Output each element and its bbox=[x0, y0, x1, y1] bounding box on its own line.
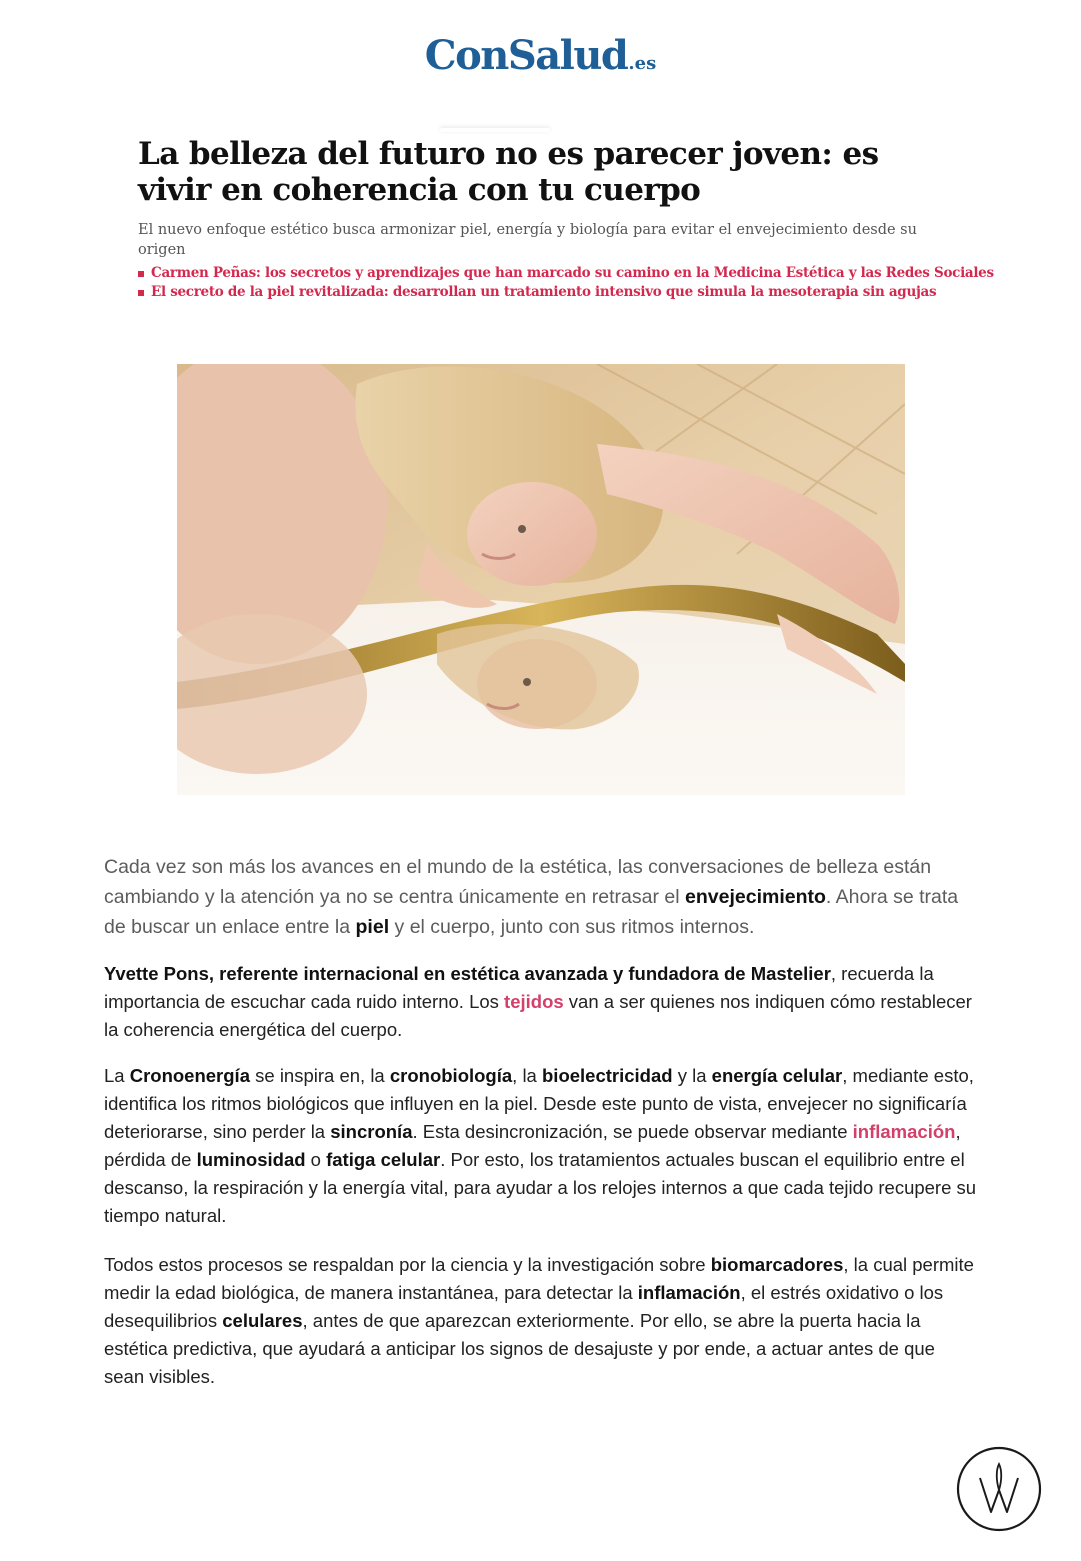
emphasis-text: luminosidad bbox=[196, 1149, 306, 1170]
article-hero-image bbox=[177, 364, 905, 795]
emphasis-text: biomarcadores bbox=[710, 1254, 844, 1275]
emphasis-text: fatiga celular bbox=[326, 1149, 441, 1170]
emphasis-text: energía celular bbox=[711, 1065, 843, 1086]
related-link-label: El secreto de la piel revitalizada: desarrollan un tratamiento intensivo que simula la mesoterapia sin agujas bbox=[151, 284, 937, 300]
paragraph-text: y la bbox=[672, 1065, 712, 1086]
related-link[interactable] bbox=[138, 283, 978, 302]
paragraph-text: , el estrés oxidativo o los desequilibrios bbox=[104, 1282, 944, 1331]
emphasis-text: envejecimiento bbox=[685, 886, 826, 908]
paragraph-text: o bbox=[305, 1149, 327, 1170]
article-paragraph bbox=[104, 1251, 979, 1391]
w-monogram-icon bbox=[956, 1446, 1042, 1532]
logo-wordmark: ConSalud bbox=[424, 32, 628, 79]
article-paragraph bbox=[104, 1062, 979, 1230]
paragraph-text: . Por esto, los tratamientos actuales buscan el equilibrio entre el descanso, la respiración y la energía vital, para ayudar a los relojes internos a que cada tejido recupere su tiempo natural. bbox=[104, 1149, 977, 1226]
paragraph-text: , recuerda la importancia de escuchar cada ruido interno. Los bbox=[104, 963, 934, 1012]
site-logo[interactable] bbox=[0, 32, 1081, 79]
article-paragraph bbox=[104, 960, 979, 1044]
inline-link-tejidos[interactable]: tejidos bbox=[504, 991, 564, 1012]
logo-domain: .es bbox=[628, 53, 657, 74]
related-link[interactable] bbox=[138, 264, 994, 283]
article-subtitle: El nuevo enfoque estético busca armonizar piel, energía y biología para evitar el envejecimiento desde su origen bbox=[138, 222, 917, 258]
paragraph-text: y el cuerpo, junto con sus ritmos internos. bbox=[389, 916, 755, 938]
paragraph-text: Todos estos procesos se respaldan por la ciencia y la investigación sobre bbox=[104, 1254, 711, 1275]
related-link-label: Carmen Peñas: los secretos y aprendizajes que han marcado su camino en la Medicina Estética y las Redes Sociales bbox=[151, 265, 994, 281]
square-bullet-icon bbox=[138, 290, 144, 296]
emphasis-text: cronobiología bbox=[389, 1065, 513, 1086]
paragraph-text: . Ahora se trata de buscar un enlace entre la bbox=[104, 886, 959, 938]
emphasis-text: piel bbox=[355, 916, 390, 938]
divider bbox=[440, 128, 550, 132]
paragraph-text: Cada vez son más los avances en el mundo de la estética, las conversaciones de belleza están cambiando y la atención ya no se centra únicamente en retrasar el bbox=[104, 856, 932, 908]
paragraph-text: La bbox=[104, 1065, 130, 1086]
emphasis-text: Cronoenergía bbox=[129, 1065, 250, 1086]
paragraph-text: , la cual permite medir la edad biológica, de manera instantánea, para detectar la bbox=[104, 1254, 974, 1303]
emphasis-text: sincronía bbox=[330, 1121, 413, 1142]
inline-link-inflamacion[interactable]: inflamación bbox=[852, 1121, 956, 1142]
related-links-list bbox=[138, 264, 994, 302]
article-paragraph bbox=[104, 852, 984, 942]
paragraph-text: , pérdida de bbox=[104, 1121, 961, 1170]
paragraph-text: van a ser quienes nos indiquen cómo restablecer la coherencia energética del cuerpo. bbox=[104, 991, 972, 1040]
paragraph-text: , la bbox=[512, 1065, 542, 1086]
paragraph-text: , antes de que aparezcan exteriormente. Por ello, se abre la puerta hacia la estética predictiva, que ayudará a anticipar los signos de desajuste y por ende, a actuar antes de que sean visibles. bbox=[104, 1310, 935, 1387]
emphasis-text: celulares bbox=[222, 1310, 303, 1331]
square-bullet-icon bbox=[138, 271, 144, 277]
article-headline: La belleza del futuro no es parecer joven: es vivir en coherencia con tu cuerpo bbox=[138, 136, 879, 208]
emphasis-text: inflamación bbox=[637, 1282, 741, 1303]
emphasis-text: Yvette Pons, referente internacional en estética avanzada y fundadora de Mastelier bbox=[104, 963, 831, 984]
emphasis-text: bioelectricidad bbox=[542, 1065, 673, 1086]
paragraph-text: , mediante esto, identifica los ritmos biológicos que influyen en la piel. Desde este punto de vista, envejecer no significaría deteriorarse, sino perder la bbox=[104, 1065, 974, 1142]
paragraph-text: se inspira en, la bbox=[250, 1065, 390, 1086]
paragraph-text: . Esta desincronización, se puede observar mediante bbox=[412, 1121, 853, 1142]
